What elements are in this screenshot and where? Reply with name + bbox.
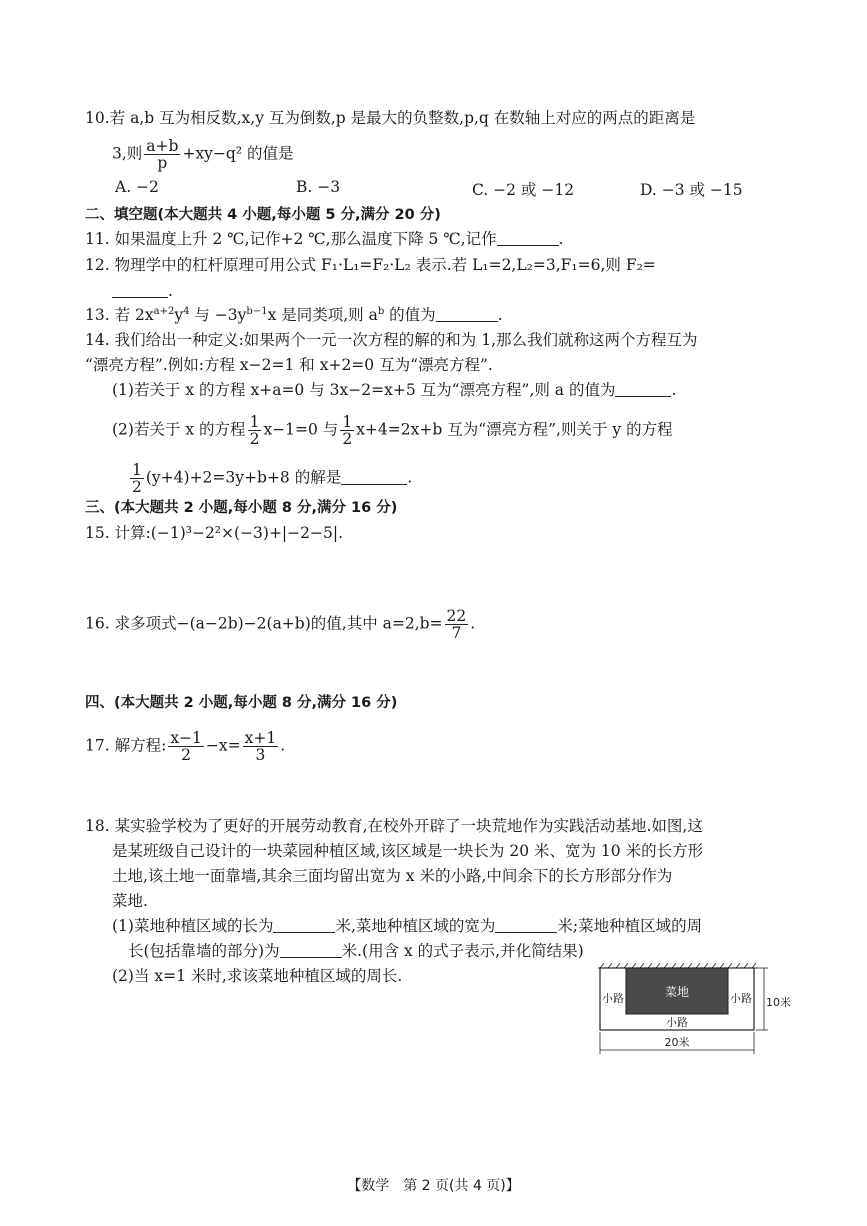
- section3-heading: 三、(本大题共 2 小题,每小题 8 分,满分 16 分): [85, 500, 398, 516]
- q13-pre: 13. 若 2x: [85, 306, 154, 324]
- q17-mid: −x=: [205, 736, 241, 755]
- garden-diagram: [596, 962, 796, 1062]
- q10-frac-num: a+b: [146, 137, 179, 155]
- q13-exp3: b−1: [246, 305, 268, 317]
- q10-fraction: [144, 138, 180, 171]
- q10-option-c: C. −2 或 −12: [472, 181, 575, 199]
- q12-line2: [112, 281, 173, 301]
- q10-frac-den: p: [157, 154, 168, 172]
- q14-p2-c: x+4=2x+b 互为“漂亮方程”,则关于 y 的方程: [356, 420, 673, 439]
- q18-part1-line2: [128, 941, 584, 961]
- q18-p1-a: (1)菜地种植区域的长为: [112, 917, 274, 935]
- q12-line1: 12. 物理学中的杠杆原理可用公式 F₁·L₁=F₂·L₂ 表示.若 L₁=2,L₂=3,F₁=6,则 F₂=: [85, 256, 656, 274]
- q10-line2-post: +xy−q² 的值是: [182, 144, 294, 163]
- q13-mid1: y: [174, 306, 184, 324]
- section2-heading: 二、填空题(本大题共 4 小题,每小题 5 分,满分 20 分): [85, 207, 441, 223]
- q18-p1-d: 长(包括靠墙的部分)为: [128, 942, 280, 960]
- q14-p1-end: .: [671, 381, 677, 399]
- q14-p2-end: .: [407, 468, 413, 487]
- q14-half-1-den: 2: [249, 430, 260, 448]
- right-path-label: 小路: [730, 992, 752, 1005]
- q14-half-3-den: 2: [132, 478, 142, 496]
- q18-line3: 土地,该土地一面靠墙,其余三面均留出宽为 x 米的小路,中间余下的长方形部分作为: [112, 867, 673, 885]
- q15: 15. 计算:(−1)³−2²×(−3)+|−2−5|.: [85, 524, 344, 542]
- q18-line2: 是某班级自己设计的一块菜园种植区域,该区域是一块长为 20 米、宽为 10 米的长方形: [112, 842, 704, 860]
- q17-frac2-den: 3: [255, 746, 266, 764]
- q10-line1: 10.若 a,b 互为相反数,x,y 互为倒数,p 是最大的负整数,p,q 在数轴上对应的两点的距离是: [85, 109, 696, 127]
- q17-frac1: [168, 730, 204, 763]
- q10-option-d: D. −3 或 −15: [640, 181, 743, 199]
- q18-part2: (2)当 x=1 米时,求该菜地种植区域的周长.: [112, 967, 403, 985]
- q12-answer-blank[interactable]: [112, 283, 168, 298]
- q13-exp2: 4: [183, 305, 190, 317]
- page-footer: 【数学 第 2 页(共 4 页)】: [347, 1178, 520, 1194]
- q14-p2-b: x−1=0 与: [263, 420, 339, 439]
- q17-frac2-num: x+1: [244, 729, 277, 747]
- q14-half-3: [130, 462, 144, 495]
- q13-mid2: 与 −3y: [189, 306, 247, 324]
- q14-p2-d: (y+4)+2=3y+b+8 的解是: [145, 468, 342, 487]
- q18-line4: 菜地.: [112, 892, 148, 910]
- wall-hatching: [598, 963, 758, 968]
- q14-half-1-num: 1: [249, 413, 260, 431]
- q10-line2-pre: 3,则: [112, 144, 143, 163]
- q13-exp4: b: [377, 305, 385, 317]
- q14-part1: [112, 380, 676, 400]
- q17-frac1-den: 2: [181, 746, 192, 764]
- q14-half-2: [340, 414, 354, 447]
- q16-frac-den: 7: [451, 624, 462, 642]
- section4-heading: 四、(本大题共 2 小题,每小题 8 分,满分 16 分): [85, 695, 398, 711]
- q13: [85, 305, 503, 325]
- q14-p1-text: (1)若关于 x 的方程 x+a=0 与 3x−2=x+5 互为“漂亮方程”,则 a 的值为: [112, 381, 616, 399]
- width-label: 20米: [664, 1036, 690, 1049]
- q18-length-blank[interactable]: [273, 918, 335, 933]
- q17-pre: 17. 解方程:: [85, 736, 167, 755]
- q14-half-2-num: 1: [342, 413, 353, 431]
- q17-frac2: [243, 730, 279, 763]
- q16: [85, 608, 475, 641]
- q16-end: .: [470, 614, 476, 633]
- q16-frac-num: 22: [446, 607, 467, 625]
- q14-half-1: [248, 414, 262, 447]
- q13-answer-blank[interactable]: [436, 307, 498, 322]
- q13-post: 的值为: [384, 306, 436, 324]
- q14-p2-answer-blank[interactable]: [341, 470, 407, 485]
- bottom-path-label: 小路: [666, 1016, 688, 1029]
- q17-end: .: [280, 736, 286, 755]
- q14-p1-answer-blank[interactable]: [615, 382, 671, 397]
- q13-mid3: x 是同类项,则 a: [267, 306, 378, 324]
- q13-exp1: a+2: [153, 305, 175, 317]
- q18-part1: [112, 916, 702, 936]
- q16-pre: 16. 求多项式−(a−2b)−2(a+b)的值,其中 a=2,b=: [85, 614, 443, 633]
- q18-p1-c: 米;菜地种植区域的周: [557, 917, 703, 935]
- q11-end: .: [558, 230, 564, 248]
- left-path-label: 小路: [602, 992, 624, 1005]
- q16-fraction: [445, 608, 469, 641]
- vegetable-plot-label: 菜地: [664, 985, 690, 999]
- q12-end: .: [168, 282, 173, 300]
- q14-half-2-den: 2: [342, 430, 353, 448]
- q11: [85, 229, 564, 249]
- q14-part2-line2: [128, 462, 412, 495]
- q18-width-blank[interactable]: [495, 918, 557, 933]
- q10-option-a: A. −2: [115, 178, 159, 196]
- q18-perimeter-blank[interactable]: [280, 943, 342, 958]
- height-label: 10米: [766, 996, 791, 1009]
- q14-p2-a: (2)若关于 x 的方程: [112, 420, 246, 439]
- q18-p1-b: 米,菜地种植区域的宽为: [335, 917, 496, 935]
- q14-half-3-num: 1: [132, 461, 142, 479]
- q13-end: .: [497, 306, 503, 324]
- q11-answer-blank[interactable]: [497, 231, 559, 246]
- q14-line2: “漂亮方程”.例如:方程 x−2=1 和 x+2=0 互为“漂亮方程”.: [85, 356, 493, 374]
- q18-p1-e: 米.(用含 x 的式子表示,并化简结果): [341, 942, 584, 960]
- q14-part2: [112, 414, 673, 447]
- q14-line1: 14. 我们给出一种定义:如果两个一元一次方程的解的和为 1,那么我们就称这两个方程互为: [85, 331, 698, 349]
- q11-text: 11. 如果温度上升 2 ℃,记作+2 ℃,那么温度下降 5 ℃,记作: [85, 230, 497, 248]
- q10-option-b: B. −3: [296, 178, 341, 196]
- q18-line1: 18. 某实验学校为了更好的开展劳动教育,在校外开辟了一块荒地作为实践活动基地.如图,这: [85, 817, 703, 835]
- q10-line2: [112, 138, 294, 171]
- q17: [85, 730, 285, 763]
- q17-frac1-num: x−1: [170, 729, 202, 747]
